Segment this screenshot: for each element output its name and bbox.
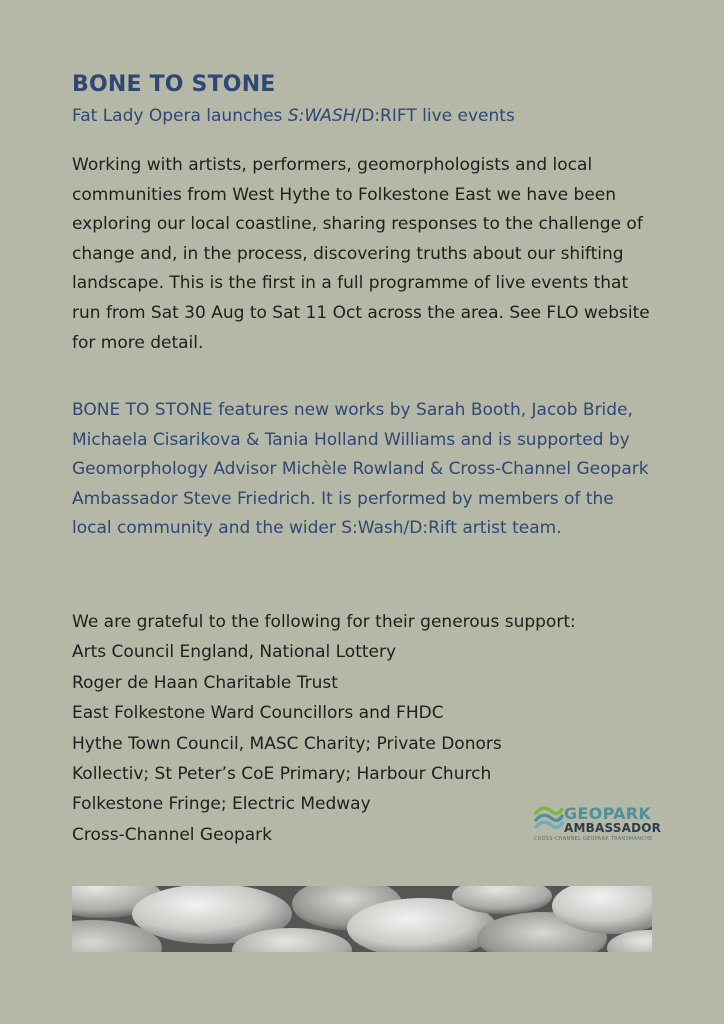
stones-photo-image [72,886,652,952]
supporter-line: Hythe Town Council, MASC Charity; Private Donors [72,733,502,754]
logo-line-tagline: CROSS-CHANNEL GEOPARK TRANSMANCHE [534,836,653,842]
subtitle-end: /D:RIFT live events [355,106,515,126]
supporters-intro: We are grateful to the following for their generous support: [72,612,576,632]
logo-line-geopark: GEOPARK [564,804,652,823]
supporter-line: East Folkestone Ward Councillors and FHDC [72,703,444,724]
supporter-line: Arts Council England, National Lottery [72,642,397,663]
page-subtitle [72,106,515,126]
supporter-line: Cross-Channel Geopark [72,824,273,845]
supporter-line: Folkestone Fringe; Electric Medway [72,794,371,815]
subtitle-start: Fat Lady Opera launches [72,106,288,126]
geopark-ambassador-logo [534,804,662,844]
logo-line-ambassador: AMBASSADOR [564,821,662,835]
credits-paragraph: BONE TO STONE features new works by Sarah Booth, Jacob Bride, Michaela Cisarikova & Tania Holland Williams and is supported by Geomorphology Advisor Michèle Rowland & Cross-Channel Geopark Ambassador Steve Friedrich. It is performed by members of the local community and the wider S:Wash/D:Rift artist team. [72,400,649,539]
page-title: BONE TO STONE [72,72,276,97]
supporter-line: Roger de Haan Charitable Trust [72,672,338,693]
subtitle-emphasis: S:WASH [287,106,356,126]
intro-paragraph: Working with artists, performers, geomorphologists and local communities from West Hythe to Folkestone East we have been exploring our local coastline, sharing responses to the challenge of change and, in the process, discovering truths about our shifting landscape. This is the first in a full programme of live events that run from Sat 30 Aug to Sat 11 Oct across the area. See FLO website for more detail. [72,155,650,353]
stones-photo [72,886,652,952]
supporter-line: Kollectiv; St Peter’s CoE Primary; Harbour Church [72,764,492,785]
geopark-waves-icon [534,804,564,838]
